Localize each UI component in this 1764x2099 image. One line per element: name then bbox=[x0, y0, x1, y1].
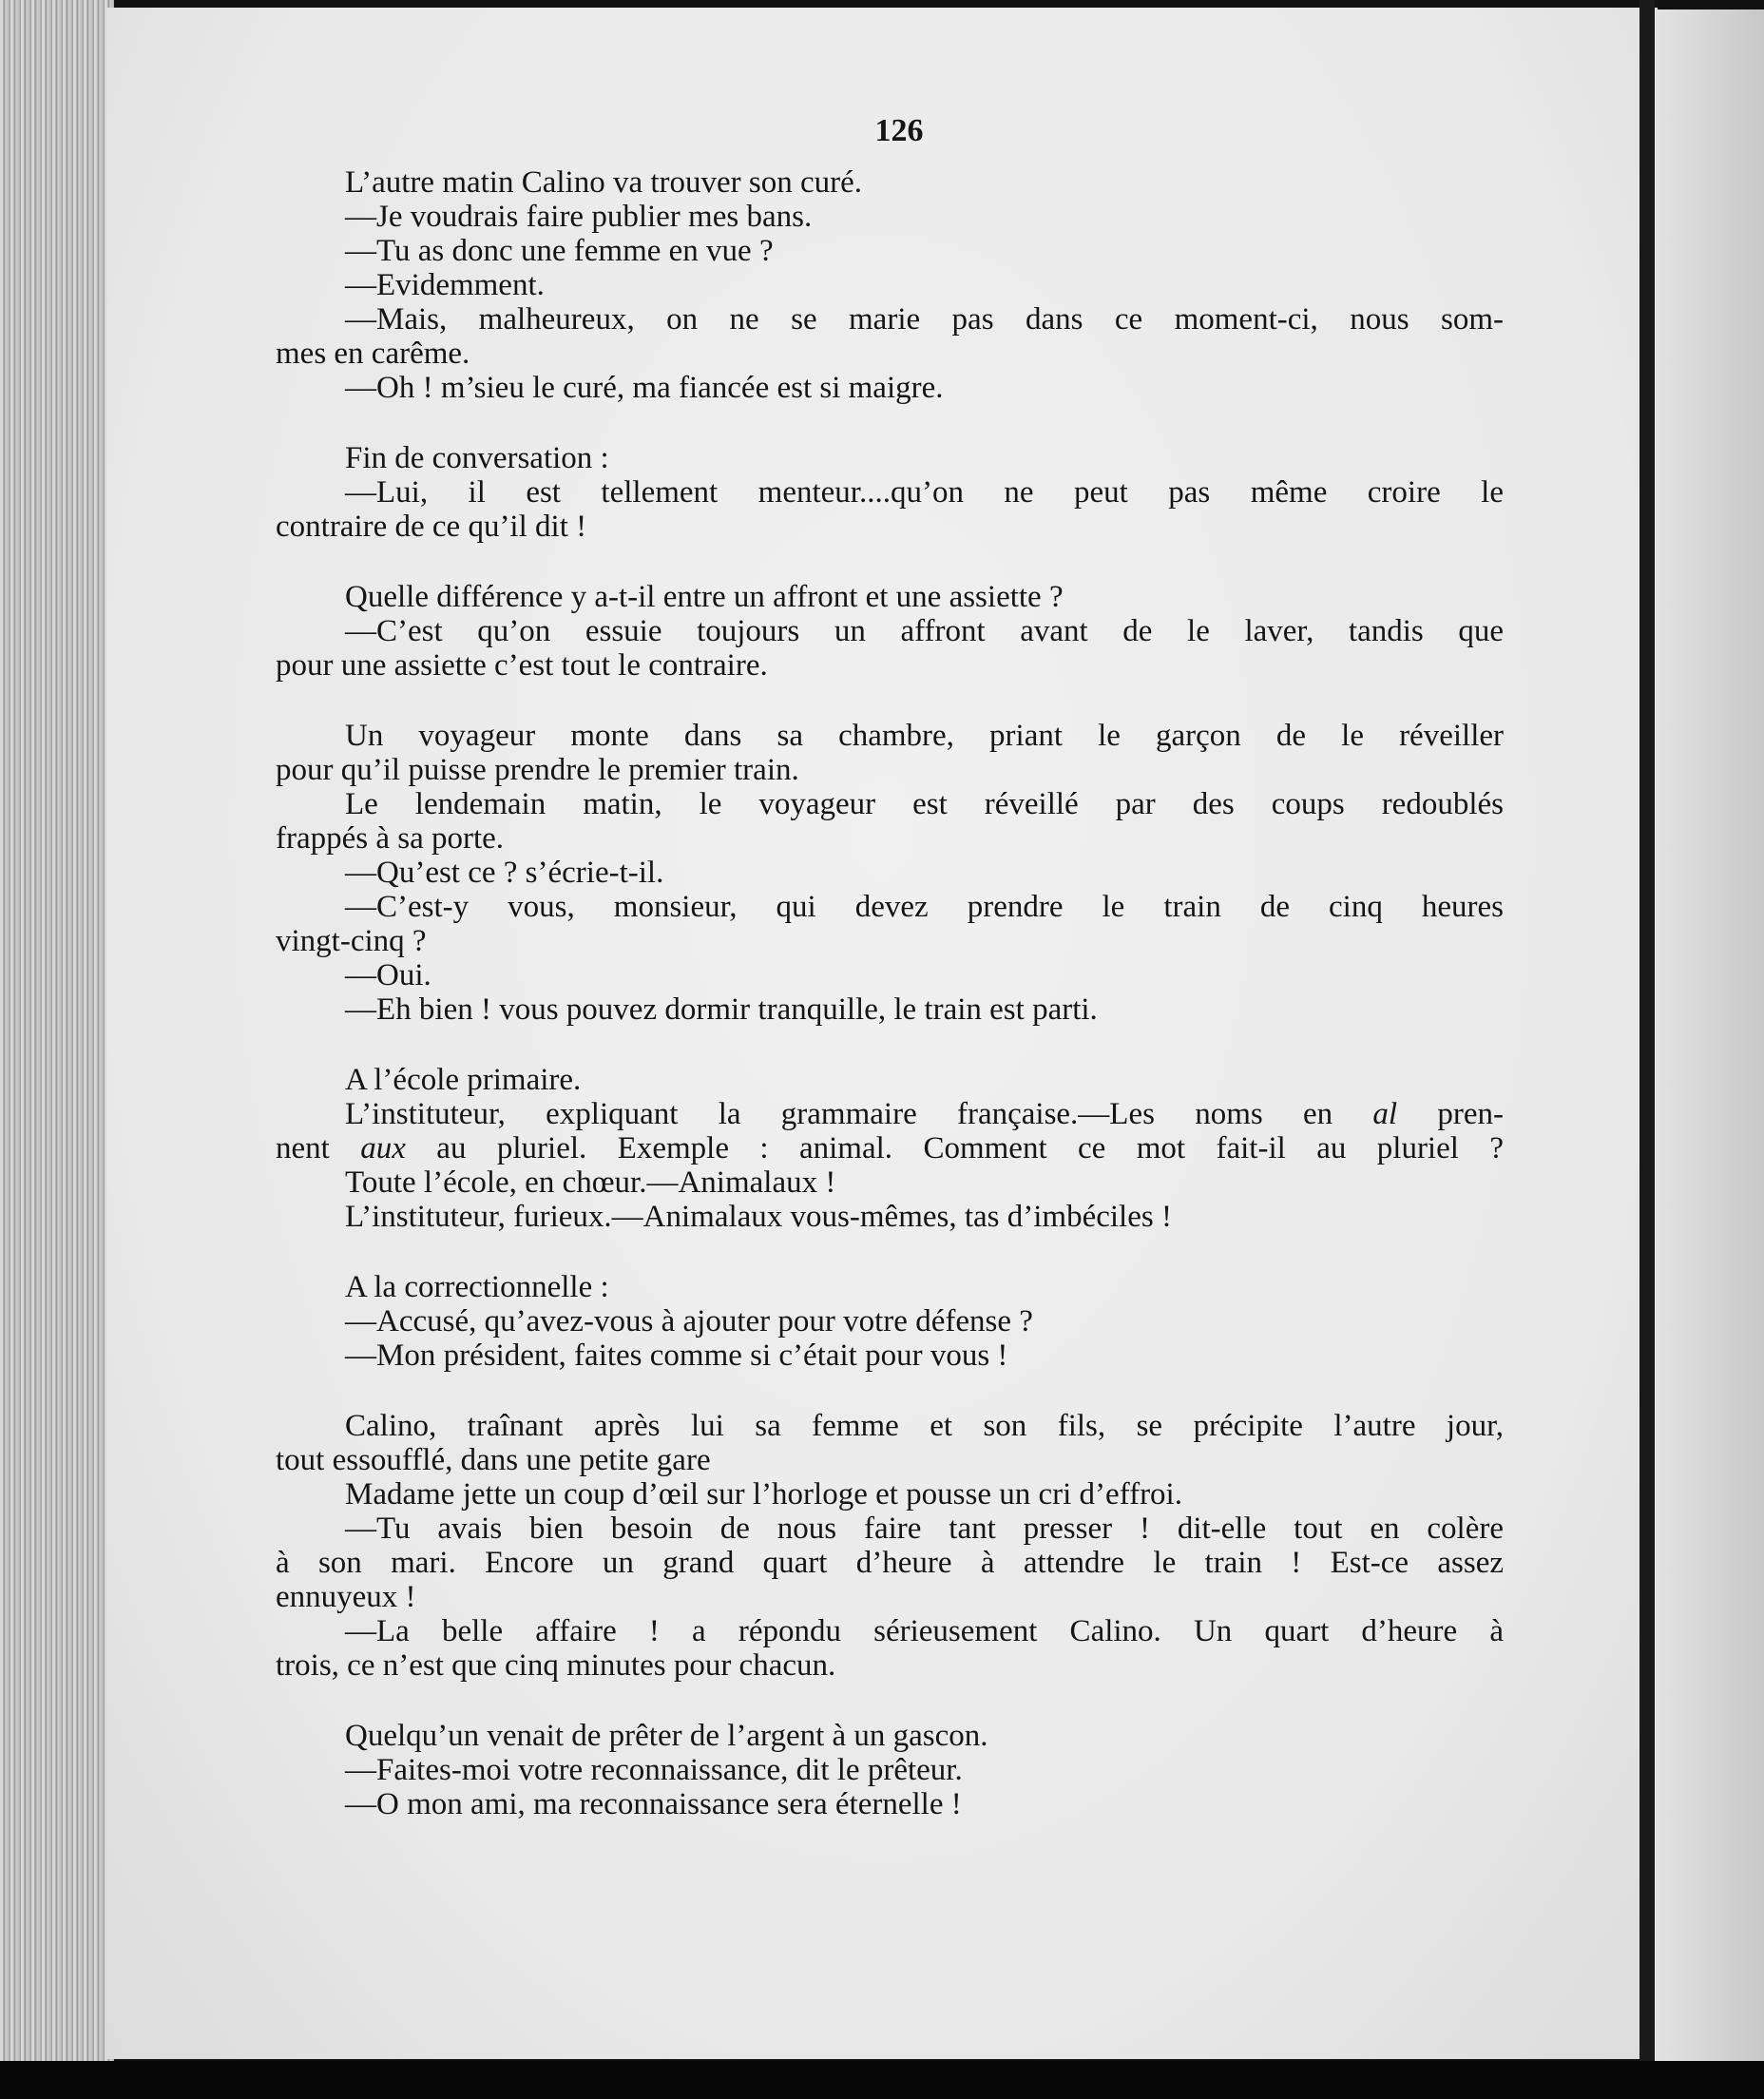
text-line: —Eh bien ! vous pouvez dormir tranquille, le train est parti. bbox=[345, 992, 1098, 1027]
text-line: —La belle affaire ! a répondu sérieusement Calino. Un quart d’heure à bbox=[345, 1614, 1504, 1648]
text-line: Le lendemain matin, le voyageur est réveillé par des coups redoublés bbox=[345, 787, 1504, 821]
text-line: A la correctionnelle : bbox=[345, 1270, 609, 1304]
paragraphs-container bbox=[276, 165, 1504, 1821]
book-gutter bbox=[1639, 0, 1655, 2099]
text-line: tout essoufflé, dans une petite gare bbox=[276, 1443, 711, 1477]
text-line: trois, ce n’est que cinq minutes pour chacun. bbox=[276, 1648, 836, 1683]
text-line: contraire de ce qu’il dit ! bbox=[276, 510, 587, 544]
text-line: pour une assiette c’est tout le contraire. bbox=[276, 648, 768, 683]
scan-border bbox=[0, 2061, 1764, 2099]
text-line: —Lui, il est tellement menteur....qu’on ne peut pas même croire le bbox=[345, 475, 1504, 510]
text-fragment: au pluriel. Exemple : animal. Comment ce mot fait-il au pluriel ? bbox=[405, 1131, 1504, 1165]
text-fragment: nent bbox=[276, 1131, 361, 1165]
italic-word: aux bbox=[360, 1131, 406, 1165]
paragraph bbox=[276, 165, 1504, 405]
text-line: —Mais, malheureux, on ne se marie pas dans ce moment-ci, nous som- bbox=[345, 302, 1504, 337]
facing-page-edge bbox=[1655, 10, 1764, 2063]
text-line: —C’est qu’on essuie toujours un affront avant de le laver, tandis que bbox=[345, 614, 1504, 648]
paragraph bbox=[276, 580, 1504, 683]
text-line: frappés à sa porte. bbox=[276, 821, 505, 856]
text-line: Un voyageur monte dans sa chambre, priant le garçon de le réveiller bbox=[345, 719, 1504, 753]
text-line: —C’est-y vous, monsieur, qui devez prendre le train de cinq heures bbox=[345, 890, 1504, 924]
text-line: —Oui. bbox=[345, 958, 431, 992]
text-line bbox=[276, 1131, 1504, 1165]
text-line: —Oh ! m’sieu le curé, ma fiancée est si maigre. bbox=[345, 371, 944, 405]
page-number: 126 bbox=[874, 113, 924, 148]
text-line: —O mon ami, ma reconnaissance sera éternelle ! bbox=[345, 1787, 962, 1821]
text-fragment: pren- bbox=[1397, 1097, 1504, 1131]
text-fragment: L’instituteur, expliquant la grammaire française.—Les noms en bbox=[345, 1097, 1373, 1131]
text-line: Toute l’école, en chœur.—Animalaux ! bbox=[345, 1165, 836, 1200]
text-line: —Tu avais bien besoin de nous faire tant presser ! dit-elle tout en colère bbox=[345, 1512, 1504, 1546]
text-line: Quelqu’un venait de prêter de l’argent à un gascon. bbox=[345, 1719, 988, 1753]
text-line: Quelle différence y a-t-il entre un affront et une assiette ? bbox=[345, 580, 1064, 614]
text-line: pour qu’il puisse prendre le premier train. bbox=[276, 753, 799, 787]
text-line: A l’école primaire. bbox=[345, 1063, 582, 1097]
text-line: Madame jette un coup d’œil sur l’horloge et pousse un cri d’effroi. bbox=[345, 1477, 1182, 1512]
text-line: ennuyeux ! bbox=[276, 1580, 416, 1614]
text-line: vingt-cinq ? bbox=[276, 924, 427, 958]
paragraph bbox=[276, 1409, 1504, 1683]
text-line: Calino, traînant après lui sa femme et son fils, se précipite l’autre jour, bbox=[345, 1409, 1504, 1443]
text-line: —Accusé, qu’avez-vous à ajouter pour votre défense ? bbox=[345, 1304, 1033, 1338]
paragraph bbox=[276, 1719, 1504, 1821]
text-line: —Mon président, faites comme si c’était pour vous ! bbox=[345, 1338, 1008, 1373]
text-line: —Evidemment. bbox=[345, 268, 545, 302]
text-line: L’autre matin Calino va trouver son curé. bbox=[345, 165, 863, 200]
stacked-page-edges bbox=[0, 0, 114, 2099]
page-text bbox=[276, 114, 1504, 1858]
italic-word: al bbox=[1372, 1097, 1398, 1131]
paragraph bbox=[276, 1270, 1504, 1373]
paragraph bbox=[276, 441, 1504, 544]
paragraph bbox=[276, 1063, 1504, 1234]
text-line: —Tu as donc une femme en vue ? bbox=[345, 234, 774, 268]
text-line: mes en carême. bbox=[276, 337, 470, 371]
text-line: —Je voudrais faire publier mes bans. bbox=[345, 200, 813, 234]
text-line: —Qu’est ce ? s’écrie-t-il. bbox=[345, 856, 664, 890]
paragraph bbox=[276, 719, 1504, 1027]
text-line bbox=[276, 1097, 1504, 1131]
text-line: L’instituteur, furieux.—Animalaux vous-mêmes, tas d’imbéciles ! bbox=[345, 1200, 1172, 1234]
text-line: Fin de conversation : bbox=[345, 441, 609, 475]
text-line: —Faites-moi votre reconnaissance, dit le prêteur. bbox=[345, 1753, 963, 1787]
text-line: à son mari. Encore un grand quart d’heure à attendre le train ! Est-ce assez bbox=[276, 1546, 1504, 1580]
